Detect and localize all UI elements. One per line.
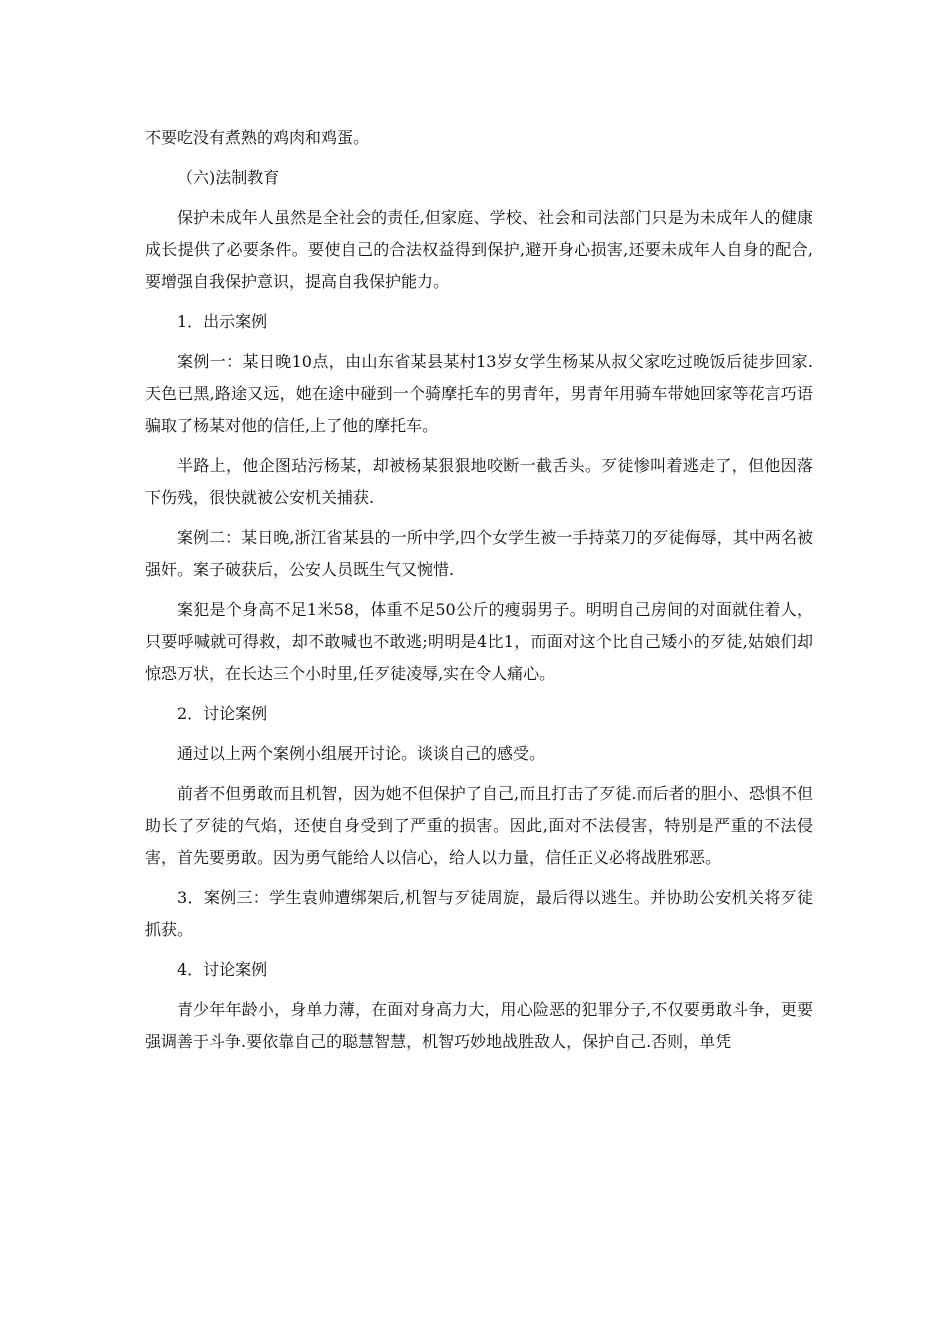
subheading-discuss-cases-2: 4．讨论案例 <box>177 960 268 979</box>
subheading-discuss-cases: 2．讨论案例 <box>177 704 268 723</box>
paragraph-group-discussion: 通过以上两个案例小组展开讨论。谈谈自己的感受。 <box>177 744 546 763</box>
paragraph-case-two: 案例二：某日晚,浙江省某县的一所中学,四个女学生被一手持菜刀的歹徒侮辱，其中两名被强奸。案子破获后，公安人员既生气又惋惜. <box>145 528 813 579</box>
paragraph-discussion-conclusion: 前者不但勇敢而且机智，因为她不但保护了自己,而且打击了歹徒.而后者的胆小、恐惧不但助长了歹徒的气焰，还使自身受到了严重的损害。因此,面对不法侵害，特别是严重的不法侵害，首先要勇敢。因为勇气能给人以信心，给人以力量，信任正义必将战胜邪恶。 <box>145 784 813 867</box>
section-heading-legal-education: （六)法制教育 <box>177 168 280 187</box>
paragraph-case-three: 3．案例三：学生袁帅遭绑架后,机智与歹徒周旋，最后得以逃生。并协助公安机关将歹徒抓获。 <box>145 888 813 939</box>
paragraph-case-two-details: 案犯是个身高不足1米58，体重不足50公斤的瘦弱男子。明明自己房间的对面就住着人，只要呼喊就可得救，却不敢喊也不敢逃;明明是4比1，而面对这个比自己矮小的歹徒,姑娘们却惊恐万状，在长达三个小时里,任歹徒凌辱,实在令人痛心。 <box>145 600 813 683</box>
paragraph-youth-strategy: 青少年年龄小，身单力薄，在面对身高力大，用心险恶的犯罪分子,不仅要勇敢斗争，更要强调善于斗争.要依靠自己的聪慧智慧，机智巧妙地战胜敌人，保护自己.否则，单凭 <box>145 1000 813 1051</box>
paragraph-food-safety-end: 不要吃没有煮熟的鸡肉和鸡蛋。 <box>145 128 370 147</box>
paragraph-case-one: 案例一：某日晚10点，由山东省某县某村13岁女学生杨某从叔父家吃过晚饭后徒步回家.天色已黑,路途又远，她在途中碰到一个骑摩托车的男青年，男青年用骑车带她回家等花言巧语骗取了杨某对他的信任,上了他的摩托车。 <box>145 352 813 435</box>
subheading-show-cases: 1．出示案例 <box>177 312 268 331</box>
document-page <box>145 122 813 1066</box>
paragraph-case-one-outcome: 半路上，他企图玷污杨某，却被杨某狠狠地咬断一截舌头。歹徒惨叫着逃走了，但他因落下伤残，很快就被公安机关捕获. <box>145 456 813 507</box>
paragraph-minor-protection: 保护未成年人虽然是全社会的责任,但家庭、学校、社会和司法部门只是为未成年人的健康成长提供了必要条件。要使自己的合法权益得到保护,避开身心损害,还要未成年人自身的配合,要增强自我保护意识，提高自我保护能力。 <box>145 208 813 291</box>
